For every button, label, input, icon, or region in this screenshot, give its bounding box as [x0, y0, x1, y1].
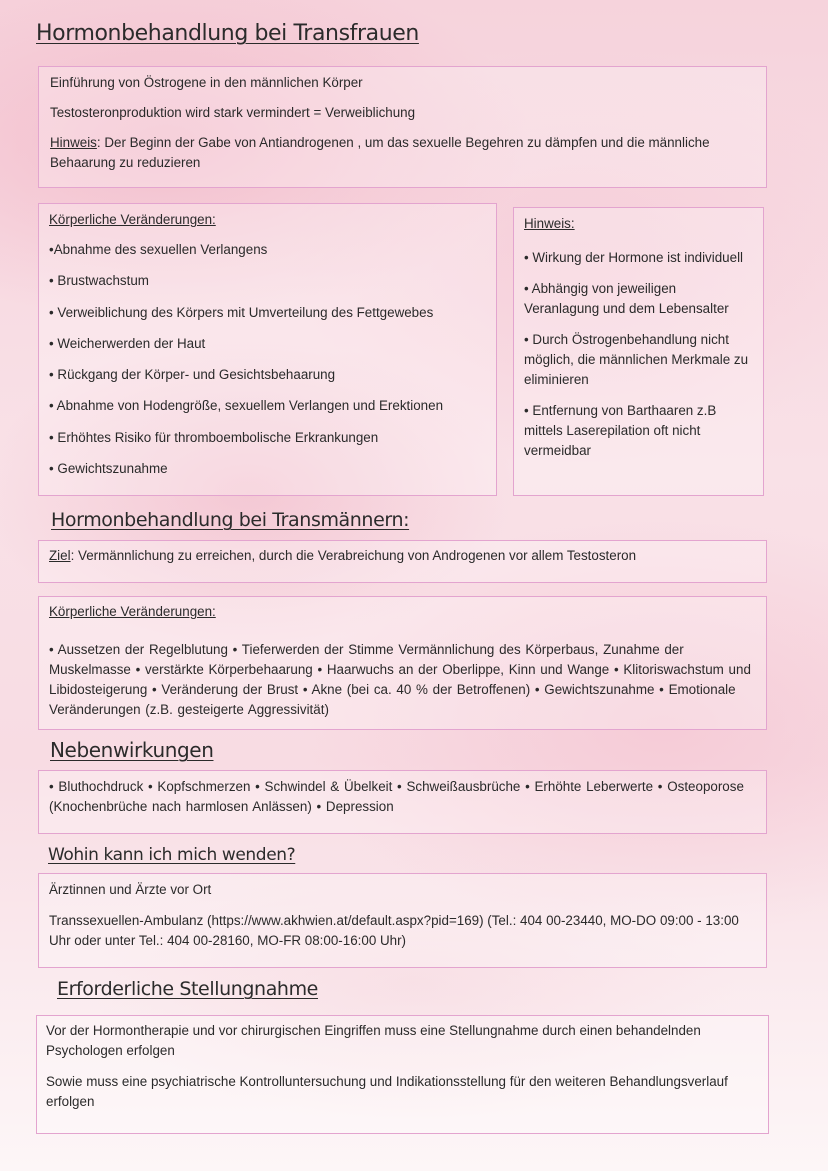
note-box — [513, 207, 764, 496]
list-item: • Brustwachstum — [49, 273, 149, 289]
list-item: • Abnahme von Hodengröße, sexuellem Verlangen und Erektionen — [49, 398, 444, 414]
section-title-nebenwirkungen: Nebenwirkungen — [50, 738, 214, 762]
statement-para-1: Vor der Hormontherapie und vor chirurgischen Eingriffen muss eine Stellungnahme durch einen behandelnden Psychologen erfolgen — [46, 1023, 701, 1058]
list-item: •Abnahme des sexuellen Verlangens — [49, 242, 268, 257]
goal-text: : Vermännlichung zu erreichen, durch die Verabreichung von Androgenen vor allem Testosteron — [70, 548, 637, 563]
list-item: • Durch Östrogenbehandlung nicht möglich, die männlichen Merkmale zu eliminieren — [524, 332, 749, 387]
changes-box-transfrauen — [38, 203, 497, 496]
intro-note-label: Hinweis — [50, 135, 97, 150]
contact-line-1: Ärztinnen und Ärzte vor Ort — [49, 882, 212, 897]
intro-box — [38, 66, 767, 188]
note-box-title: Hinweis: — [524, 216, 575, 231]
statement-box — [36, 1015, 769, 1134]
section-title-stellungnahme: Erforderliche Stellungnahme — [57, 978, 318, 1000]
contact-line-2: Transsexuellen-Ambulanz (https://www.akhwien.at/default.aspx?pid=169) (Tel.: 404 00-23440, MO-DO 09:00 - 13:00 Uhr oder unter Tel.: 404 00-28160, MO-FR 08:00-16:00 Uhr) — [49, 913, 739, 948]
section-title-transmaenner: Hormonbehandlung bei Transmännern: — [51, 509, 410, 531]
intro-note — [50, 133, 754, 173]
intro-line-2: Testosteronproduktion wird stark vermindert = Verweiblichung — [50, 105, 416, 120]
list-item: • Wirkung der Hormone ist individuell — [524, 250, 744, 265]
list-item: • Erhöhtes Risiko für thromboembolische Erkrankungen — [49, 429, 379, 445]
list-item: • Verweiblichung des Körpers mit Umverteilung des Fettgewebes — [49, 304, 434, 320]
changes-list — [49, 240, 486, 479]
changes-box-transmaenner — [38, 596, 767, 730]
list-item: • Abhängig von jeweiligen Veranlagung und dem Lebensalter — [524, 281, 729, 316]
list-item: • Rückgang der Körper- und Gesichtsbehaarung — [49, 367, 336, 383]
section-title-kontakt: Wohin kann ich mich wenden? — [48, 845, 296, 865]
goal-box — [38, 540, 767, 583]
list-item: • Weicherwerden der Haut — [49, 335, 206, 351]
changes-title: Körperliche Veränderungen: — [49, 212, 216, 227]
intro-note-text: : Der Beginn der Gabe von Antiandrogenen , um das sexuelle Begehren zu dämpfen und die männliche Behaarung zu reduzieren — [50, 135, 710, 170]
statement-para-2: Sowie muss eine psychiatrische Kontrolluntersuchung und Indikationsstellung für den weiteren Behandlungsverlauf erfolgen — [46, 1074, 728, 1109]
goal-label: Ziel — [49, 548, 71, 563]
intro-line-1: Einführung von Östrogene in den männlichen Körper — [50, 75, 363, 90]
section-title-transfrauen: Hormonbehandlung bei Transfrauen — [36, 21, 419, 46]
changes-title-2: Körperliche Veränderungen: — [49, 604, 216, 619]
changes-text-2: • Aussetzen der Regelblutung • Tieferwerden der Stimme Vermännlichung des Körperbaus, Zunahme der Muskelmasse • verstärkte Körperbehaarung • Haarwuchs an der Oberlippe, Kinn und Wange • Klitoriswachstum und Libidosteigerung • Veränderung der Brust • Akne (bei ca. 40 % der Betroffenen) • Gewichtszunahme • Emotionale Veränderungen (z.B. gesteigerte Aggressivität) — [49, 642, 751, 717]
note-box-list — [524, 248, 753, 461]
side-effects-box — [38, 770, 767, 834]
contact-box — [38, 873, 767, 968]
list-item: • Gewichtszunahme — [49, 461, 168, 477]
list-item: • Entfernung von Barthaaren z.B mittels Laserepilation oft nicht vermeidbar — [524, 403, 717, 458]
side-effects-text: • Bluthochdruck • Kopfschmerzen • Schwindel & Übelkeit • Schweißausbrüche • Erhöhte Leberwerte • Osteoporose (Knochenbrüche nach harmlosen Anlässen) • Depression — [49, 779, 744, 814]
